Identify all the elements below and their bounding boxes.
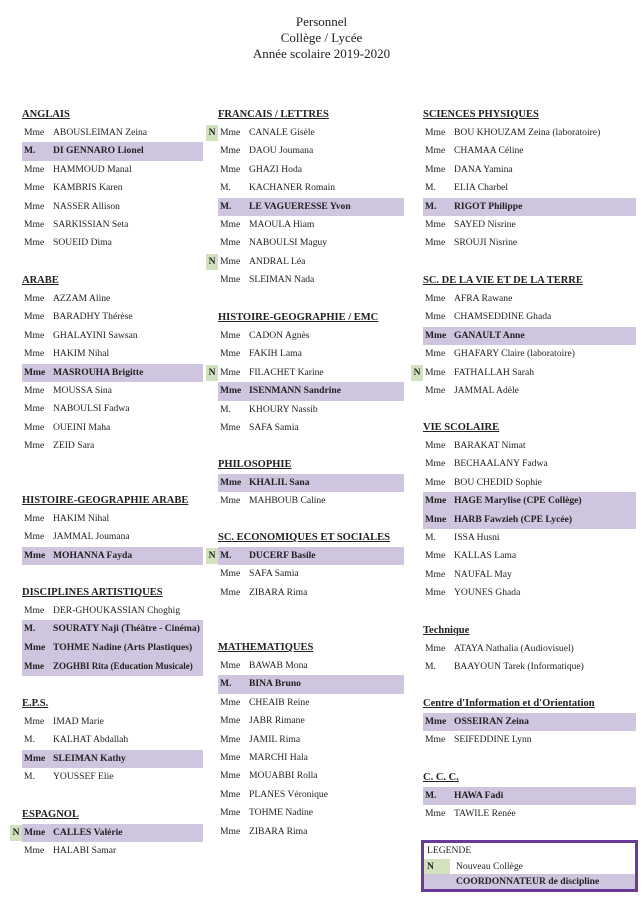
staff-row: Mme NASSER Allison — [24, 200, 120, 212]
staff-row-coordinator: M. LE VAGUERESSE Yvon — [218, 198, 404, 216]
section-sciences-physiques — [423, 106, 636, 253]
staff-row-coordinator: Mme HARB Fawzieh (CPE Lycée) — [423, 511, 636, 529]
staff-row: Mme JAMMAL Adèle — [425, 384, 519, 396]
staff-row: N Mme FILACHET Karine — [218, 364, 404, 382]
section-title: DISCIPLINES ARTISTIQUES — [22, 587, 163, 598]
new-staff-badge: N — [10, 825, 22, 841]
staff-row: M. KACHANER Romain — [220, 182, 336, 194]
staff-row-coordinator: Mme HAGE Marylise (CPE Collège) — [423, 492, 636, 510]
staff-row-coordinator: Mme ISENMANN Sandrine — [218, 382, 404, 400]
section-mathematiques — [218, 639, 404, 841]
staff-row: Mme ZIBARA Rima — [220, 825, 308, 837]
staff-row-coordinator: M. DI GENNARO Lionel — [22, 142, 203, 160]
staff-row: Mme ZEID Sara — [24, 440, 95, 452]
staff-row: Mme PLANES Véronique — [220, 788, 328, 800]
staff-row: Mme BECHAALANY Fadwa — [425, 458, 548, 470]
staff-row: Mme ATAYA Nathalia (Audiovisuel) — [425, 643, 574, 654]
staff-row: Mme CHEAIB Reine — [220, 696, 310, 708]
legend-new-row — [424, 859, 635, 874]
legend-title: LEGENDE — [427, 845, 472, 856]
new-staff-badge: N — [206, 125, 218, 141]
staff-row-coordinator: Mme MOHANNA Fayda — [22, 547, 203, 565]
staff-row: Mme HAKIM Nihal — [24, 513, 110, 524]
legend-coordinator-row — [424, 874, 635, 889]
section-ses — [208, 529, 404, 602]
legend-new-swatch: N — [424, 859, 450, 874]
staff-row: Mme AFRA Rawane — [425, 293, 513, 304]
staff-row: Mme SEIFEDDINE Lynn — [425, 734, 532, 746]
staff-row: Mme FAKIH Lama — [220, 348, 302, 360]
section-technique — [423, 622, 636, 677]
staff-row: Mme JAMIL Rima — [220, 733, 301, 745]
section-philosophie — [218, 456, 404, 511]
section-title: HISTOIRE-GEOGRAPHIE / EMC — [218, 312, 379, 323]
section-espagnol — [12, 806, 203, 861]
staff-row-coordinator: M. RIGOT Philippe — [423, 198, 636, 216]
section-title: ESPAGNOL — [22, 809, 79, 820]
staff-row-coordinator: Mme MASROUHA Brigitte — [22, 364, 203, 382]
staff-row: Mme MARCHI Hala — [220, 751, 308, 763]
section-title: MATHEMATIQUES — [218, 642, 314, 653]
staff-row-coordinator: N M. DUCERF Basile — [218, 547, 404, 565]
staff-row-coordinator: Mme GANAULT Anne — [423, 327, 636, 345]
staff-row: Mme HALABI Samar — [24, 845, 117, 857]
staff-row: Mme CHAMSEDDINE Ghada — [425, 311, 552, 323]
staff-row: Mme IMAD Marie — [24, 716, 104, 727]
new-staff-badge: N — [206, 548, 218, 564]
section-title: C. C. C. — [423, 772, 459, 783]
staff-row-coordinator: N Mme CALLES Valérie — [22, 824, 203, 842]
staff-row: Mme NABOULSI Fadwa — [24, 403, 130, 415]
staff-row: Mme ZIBARA Rima — [220, 586, 308, 598]
staff-row: M. YOUSSEF Elie — [24, 771, 114, 783]
staff-row-coordinator: M. BINA Bruno — [218, 675, 404, 693]
section-title: HISTOIRE-GEOGRAPHIE ARABE — [22, 495, 189, 506]
section-vie-scolaire — [423, 419, 636, 603]
staff-row: Mme SOUEID Dima — [24, 237, 112, 249]
staff-row: M. KALHAT Abdallah — [24, 734, 129, 746]
staff-row: Mme DER-GHOUKASSIAN Choghig — [24, 605, 181, 616]
section-francais — [208, 106, 404, 290]
header-line-1: Personnel — [295, 14, 348, 29]
staff-row: Mme BOU KHOUZAM Zeina (laboratoire) — [425, 127, 601, 138]
section-ccc — [423, 769, 636, 824]
section-arabe — [22, 272, 203, 456]
header-line-2: Collège / Lycée — [280, 30, 363, 45]
staff-row: M. ISSA Husni — [425, 531, 500, 543]
section-title: SC. DE LA VIE ET DE LA TERRE — [423, 275, 583, 286]
staff-row: Mme HAKIM Nihal — [24, 348, 110, 360]
staff-row: Mme BARAKAT Nimat — [425, 440, 526, 451]
staff-row: Mme SAFA Samia — [220, 568, 299, 580]
staff-row: Mme DANA Yamina — [425, 163, 513, 175]
staff-row: Mme OUEINI Maha — [24, 421, 111, 433]
staff-row: N Mme FATHALLAH Sarah — [423, 364, 636, 382]
new-staff-badge: N — [206, 254, 218, 270]
staff-row: M. KHOURY Nassib — [220, 403, 318, 415]
legend-coordinator-label: COORDONNATEUR de discipline — [456, 876, 600, 887]
staff-row: Mme BAWAB Mona — [220, 660, 308, 671]
new-staff-badge: N — [206, 365, 218, 381]
staff-row-coordinator: Mme ZOGHBI Rita (Education Musicale) — [22, 657, 203, 675]
staff-row: Mme MOUSSA Sina — [24, 384, 112, 396]
staff-row: Mme NAUFAL May — [425, 568, 512, 580]
staff-row: Mme KAMBRIS Karen — [24, 182, 123, 194]
staff-row-coordinator: M. HAWA Fadi — [423, 787, 636, 805]
section-title: Centre d'Information et d'Orientation — [423, 698, 595, 709]
section-histoire-geo-arabe — [22, 492, 203, 565]
staff-row: Mme GHAZI Hoda — [220, 163, 303, 175]
section-svt — [413, 272, 636, 400]
section-eps — [22, 695, 203, 787]
staff-row: Mme SLEIMAN Nada — [220, 274, 315, 286]
section-title: SCIENCES PHYSIQUES — [423, 109, 539, 120]
legend-new-label: Nouveau Collège — [456, 861, 523, 872]
section-title: Technique — [423, 625, 470, 636]
section-title: E.P.S. — [22, 698, 49, 709]
section-title: PHILOSOPHIE — [218, 459, 292, 470]
section-title: ARABE — [22, 275, 59, 286]
staff-row: Mme TOHME Nadine — [220, 807, 314, 819]
staff-row: Mme ABOUSLEIMAN Zeina — [24, 127, 148, 138]
staff-row: Mme CHAMAA Céline — [425, 145, 524, 157]
staff-row: Mme MAOULA Hiam — [220, 218, 315, 230]
staff-row: Mme BOU CHEDID Sophie — [425, 476, 542, 488]
staff-row: N Mme ANDRAL Léa — [218, 253, 404, 271]
staff-row-coordinator: Mme OSSEIRAN Zeina — [423, 713, 636, 731]
staff-row-coordinator: Mme TOHME Nadine (Arts Plastiques) — [22, 639, 203, 657]
section-cio — [423, 695, 636, 750]
staff-row: Mme NABOULSI Maguy — [220, 237, 328, 249]
staff-row: Mme JAMMAL Joumana — [24, 531, 130, 543]
staff-row: Mme CADON Agnès — [220, 330, 310, 341]
section-title: FRANCAIS / LETTRES — [218, 109, 329, 120]
section-title: SC. ECONOMIQUES ET SOCIALES — [218, 532, 390, 543]
section-anglais — [22, 106, 203, 253]
staff-row: Mme SAFA Samia — [220, 421, 299, 433]
section-title: VIE SCOLAIRE — [423, 422, 500, 433]
document-header — [0, 14, 643, 62]
staff-row: Mme AZZAM Aline — [24, 293, 111, 304]
section-disciplines-artistiques — [22, 584, 203, 676]
staff-row: Mme MAHBOUB Caline — [220, 495, 326, 507]
staff-row: Mme SARKISSIAN Seta — [24, 218, 129, 230]
staff-row: Mme GHALAYINI Sawsan — [24, 329, 138, 341]
staff-row: M. ELIA Charbel — [425, 182, 509, 194]
header-line-3: Année scolaire 2019-2020 — [252, 46, 391, 61]
staff-row: Mme YOUNES Ghada — [425, 587, 521, 599]
staff-row: Mme SROUJI Nisrine — [425, 237, 518, 249]
section-title: ANGLAIS — [22, 109, 70, 120]
staff-row: Mme BARADHY Thérèse — [24, 311, 133, 323]
staff-row: Mme KALLAS Lama — [425, 550, 517, 562]
section-histoire-geo-emc — [208, 309, 404, 437]
staff-row: Mme JABR Rimane — [220, 715, 305, 727]
staff-row: Mme GHAFARY Claire (laboratoire) — [425, 348, 575, 360]
new-staff-badge: N — [411, 365, 423, 381]
staff-row-coordinator: Mme KHALIL Sana — [218, 474, 404, 492]
staff-row: N Mme CANALE Gisèle — [218, 124, 404, 142]
staff-row: Mme SAYED Nisrine — [425, 218, 516, 230]
staff-row: Mme TAWILE Renée — [425, 808, 516, 820]
staff-row: M. BAAYOUN Tarek (Informatique) — [425, 661, 584, 673]
staff-row: Mme DAOU Joumana — [220, 145, 314, 157]
staff-row-coordinator: M. SOURATY Naji (Théâtre - Cinéma) — [22, 620, 203, 638]
staff-row-coordinator: Mme SLEIMAN Kathy — [22, 750, 203, 768]
staff-row: Mme HAMMOUD Manal — [24, 163, 132, 175]
staff-row: Mme MOUABBI Rolla — [220, 770, 318, 782]
legend-box — [421, 840, 638, 892]
